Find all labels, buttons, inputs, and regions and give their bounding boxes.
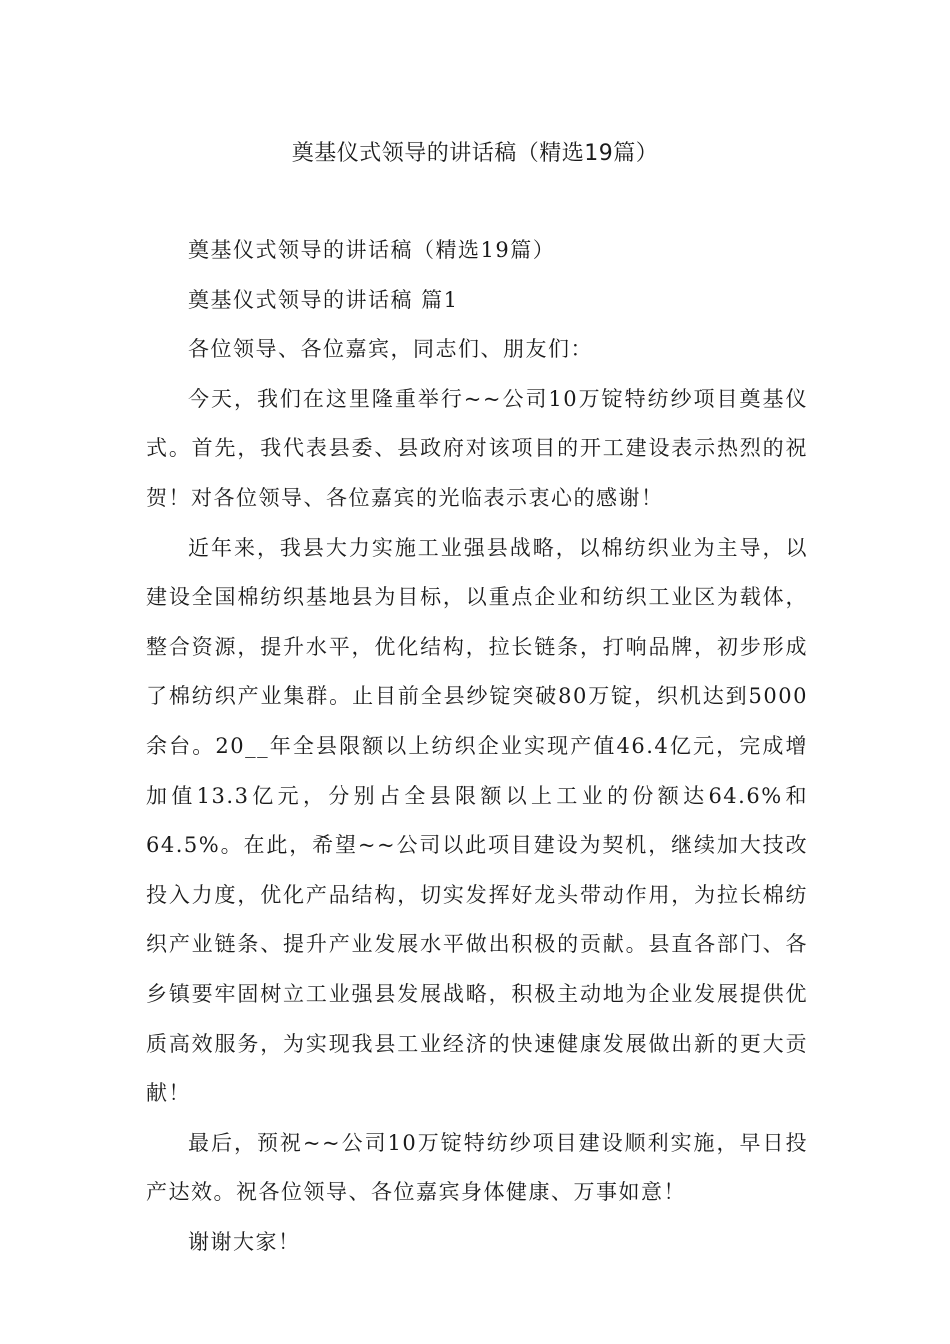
paragraph-opening: 今天，我们在这里隆重举行~~公司10万锭特纺纱项目奠基仪式。首先，我代表县委、县政府对该项目的开工建设表示热烈的祝贺！对各位领导、各位嘉宾的光临表示衷心的感谢！ — [146, 386, 808, 510]
document-body — [146, 226, 808, 1267]
paragraph-thanks: 谢谢大家！ — [188, 1229, 301, 1254]
paragraph-closing-wish: 最后，预祝~~公司10万锭特纺纱项目建设顺利实施，早日投产达效。祝各位领导、各位嘉宾身体健康、万事如意！ — [146, 1130, 808, 1205]
paragraph-subtitle: 奠基仪式领导的讲话稿（精选19篇） — [188, 238, 556, 262]
paragraph-section-heading: 奠基仪式领导的讲话稿 篇1 — [188, 287, 459, 312]
paragraph-salutation: 各位领导、各位嘉宾，同志们、朋友们： — [188, 337, 593, 362]
paragraph-main: 近年来，我县大力实施工业强县战略，以棉纺织业为主导，以建设全国棉纺织基地县为目标，以重点企业和纺织工业区为载体，整合资源，提升水平，优化结构，拉长链条，打响品牌，初步形成了棉纺织产业集群。止目前全县纱锭突破80万锭，织机达到5000余台。20__年全县限额以上纺织企业实现产值46.4亿元，完成增加值13.3亿元，分别占全县限额以上工业的份额达64.6%和64.5%。在此，希望~~公司以此项目建设为契机，继续加大技改投入力度，优化产品结构，切实发挥好龙头带动作用，为拉长棉纺织产业链条、提升产业发展水平做出积极的贡献。县直各部门、各乡镇要牢固树立工业强县发展战略，积极主动地为企业发展提供优质高效服务，为实现我县工业经济的快速健康发展做出新的更大贡献！ — [146, 535, 808, 1106]
document-title: 奠基仪式领导的讲话稿（精选19篇） — [291, 141, 659, 166]
